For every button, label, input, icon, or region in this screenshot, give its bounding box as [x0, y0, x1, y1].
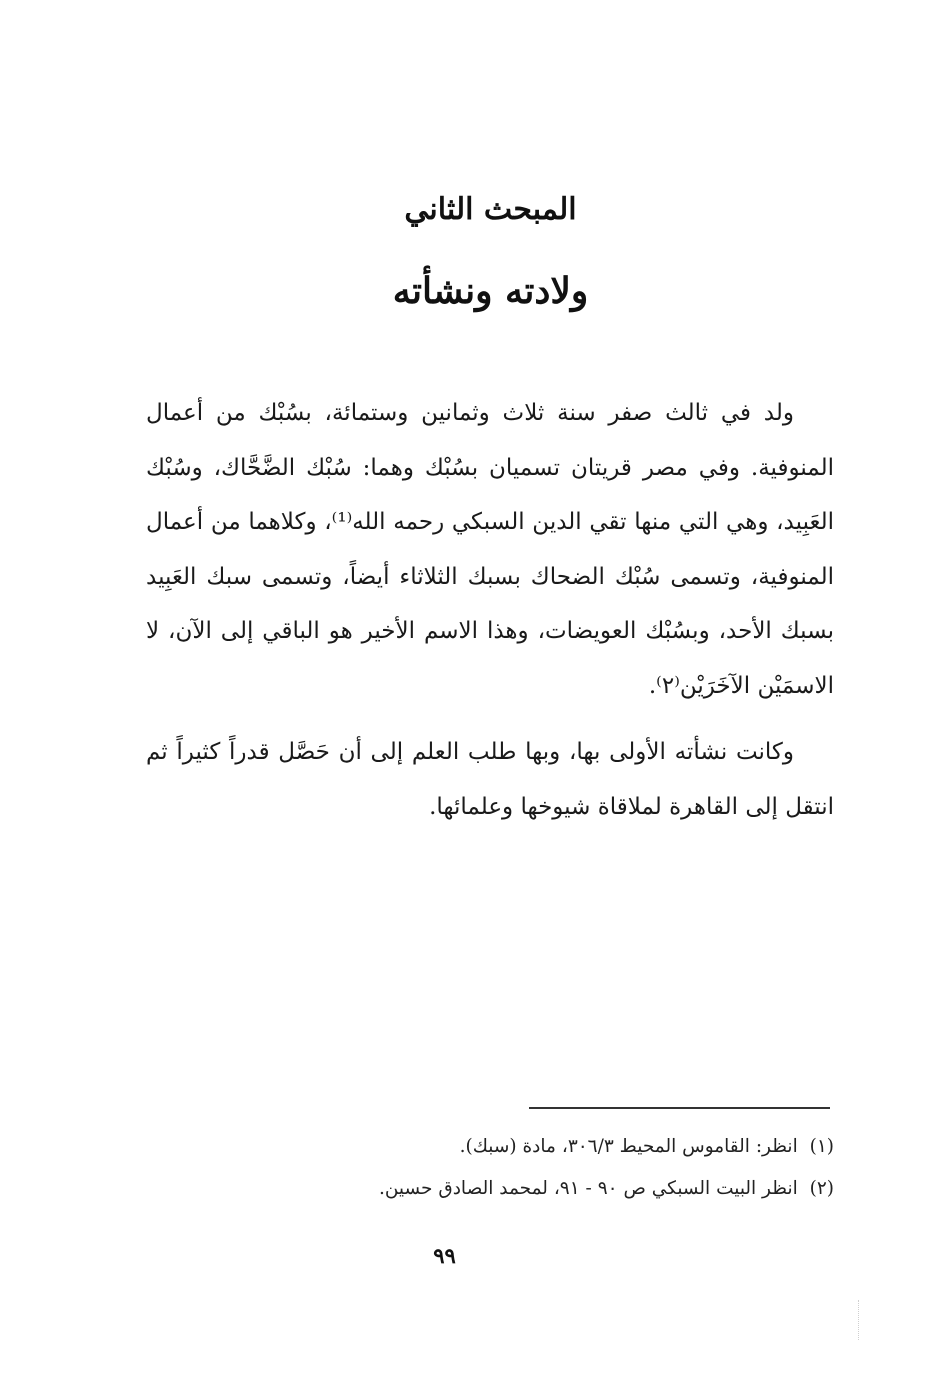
footnote-number: (١) [809, 1136, 834, 1157]
footnote-number: (٢) [809, 1178, 834, 1199]
footnotes [146, 1126, 834, 1210]
body-text [146, 386, 834, 834]
paragraph: وكانت نشأته الأولى بها، وبها طلب العلم إلى أن حَصَّل قدراً كثيراً ثم انتقل إلى القاهرة لملاقاة شيوخها وعلمائها. [146, 739, 834, 820]
footnote-item [146, 1126, 834, 1168]
section-heading: المبحث الثاني [404, 192, 577, 227]
footnote-text: انظر البيت السبكي ص ٩٠ - ٩١، لمحمد الصادق حسين. [378, 1178, 798, 1199]
page-number: ٩٩ [433, 1243, 456, 1268]
chapter-title: ولادته ونشأته [392, 270, 589, 312]
scan-speckle [856, 1300, 859, 1340]
paragraph: ولد في ثالث صفر سنة ثلاث وثمانين وستمائة، بسُبْك من أعمال المنوفية. وفي مصر قريتان تسميان بسُبْك وهما: سُبْك الضَّحَّاك، وسُبْك العَبِيد، وهي التي منها تقي الدين السبكي رحمه الله⁽¹⁾، وكلاهما من أعمال المنوفية، وتسمى سُبْك الضحاك بسبك الثلاثاء أيضاً، وتسمى سبك العَبِيد بسبك الأحد، وبسُبْك العويضات، وهذا الاسم الأخير هو الباقي إلى الآن، لا الاسمَيْن الآخَرَيْن⁽٢⁾. [146, 400, 835, 699]
footnote-item [146, 1168, 834, 1210]
footnote-text: انظر: القاموس المحيط ٣٠٦/٣، مادة (سبك). [459, 1136, 798, 1157]
footnote-separator [529, 1107, 830, 1109]
